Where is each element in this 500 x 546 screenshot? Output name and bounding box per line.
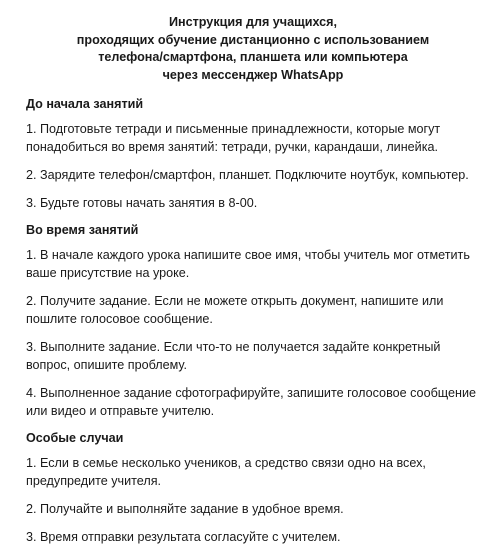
document-title	[26, 14, 480, 84]
section-heading: До начала занятий	[26, 97, 144, 111]
section-heading: Во время занятий	[26, 223, 139, 237]
section-special-cases	[26, 430, 480, 546]
list-item: 1. Если в семье несколько учеников, а средство связи одно на всех, предупредите учителя.	[26, 456, 426, 488]
list-item: 4. Выполненное задание сфотографируйте, запишите голосовое сообщение или видео и отправьте учителю.	[26, 386, 476, 418]
list-item: 3. Выполните задание. Если что-то не получается задайте конкретный вопрос, опишите проблему.	[26, 340, 441, 372]
section-during-classes	[26, 222, 480, 420]
title-line: проходящих обучение дистанционно с использованием	[76, 32, 430, 47]
list-item: 1. Подготовьте тетради и письменные принадлежности, которые могут понадобиться во время занятий: тетради, ручки, карандаши, линейка.	[26, 122, 441, 154]
list-item: 3. Время отправки результата согласуйте с учителем.	[26, 530, 341, 544]
title-line: телефона/смартфона, планшета или компьютера	[98, 50, 408, 64]
title-line: через мессенджер WhatsApp	[162, 67, 344, 82]
list-item: 2. Зарядите телефон/смартфон, планшет. Подключите ноутбук, компьютер.	[26, 168, 469, 182]
list-item: 2. Получайте и выполняйте задание в удобное время.	[26, 502, 344, 516]
list-item: 2. Получите задание. Если не можете открыть документ, напишите или пошлите голосовое сообщение.	[26, 294, 444, 326]
list-item: 3. Будьте готовы начать занятия в 8-00.	[26, 196, 258, 210]
title-line: Инструкция для учащихся,	[168, 15, 338, 29]
section-before-classes	[26, 96, 480, 212]
list-item: 1. В начале каждого урока напишите свое имя, чтобы учитель мог отметить ваше присутствие на уроке.	[26, 248, 470, 280]
section-heading: Особые случаи	[26, 431, 124, 445]
